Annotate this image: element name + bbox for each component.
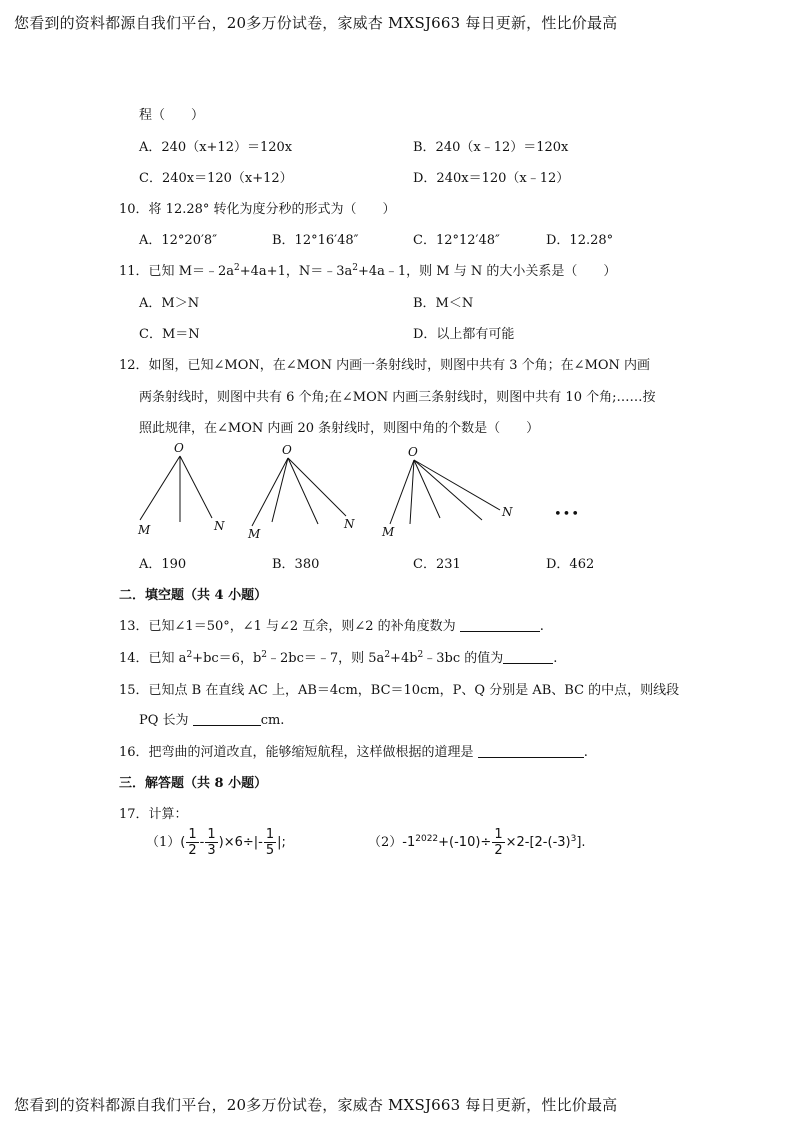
- q17-label: 17．计算：: [119, 807, 188, 822]
- q9-option-c: C．240x＝120（x+12）: [139, 171, 293, 186]
- q11-option-b: B．M＜N: [413, 296, 474, 311]
- fig1-label-m: M: [138, 523, 151, 537]
- fig3-label-o: O: [408, 445, 418, 459]
- figure-two-rays: [247, 443, 355, 541]
- q17-part-2: $(2)-1^{2022}+(-10)\div$ $\frac{1}{2}$ $\times 2-[2-(-3)^3]$.: [368, 827, 586, 858]
- fraction-one-half-b: $\frac{1}{2}$: [494, 827, 503, 858]
- fig3-label-n: N: [502, 505, 513, 519]
- section-3-title: 三．解答题（共 8 小题）: [119, 776, 268, 791]
- q17-part-1: （1）( $\frac{1}{2}$ - $\frac{1}{3}$ )×6÷|- $\frac{1}{5}$ |;: [146, 827, 286, 858]
- q12-option-d: D．462: [546, 557, 595, 572]
- q11-option-c: C．M＝N: [139, 327, 200, 342]
- q13-answer-blank[interactable]: [460, 619, 540, 632]
- q12-line-2: 两条射线时，则图中共有 6 个角;在∠MON 内画三条射线时，则图中共有 10 个角;……按: [139, 390, 656, 405]
- q9-option-b: B．240（x﹣12）＝120x: [413, 140, 569, 155]
- fig1-label-o: O: [174, 441, 184, 455]
- q10-stem: 10．将 12.28° 转化为度分秒的形式为（ ）: [119, 202, 396, 217]
- q15-line-2: PQ 长为 cm.: [139, 713, 285, 728]
- q11-option-d: D．以上都有可能: [413, 327, 515, 342]
- q10-option-c: C．12°12′48″: [413, 233, 500, 248]
- top-banner: 您看到的资料都源自我们平台，20多万份试卷，家威杏 MXSJ663 每日更新，性比价最高: [14, 14, 618, 32]
- q16: 16．把弯曲的河道改直，能够缩短航程，这样做根据的道理是 .: [119, 745, 588, 760]
- fig1-label-n: N: [214, 519, 225, 533]
- q13: 13．已知∠1＝50°，∠1 与∠2 互余，则∠2 的补角度数为 .: [119, 619, 544, 634]
- q10-option-b: B．12°16′48″: [272, 233, 359, 248]
- fig2-label-n: N: [344, 517, 355, 531]
- q10-option-d: D．12.28°: [546, 233, 614, 248]
- q15-line-1: 15．已知点 B 在直线 AC 上，AB＝4cm，BC＝10cm，P、Q 分别是 AB、BC 的中点，则线段: [119, 683, 680, 698]
- fraction-one-fifth: $\frac{1}{5}$: [265, 827, 275, 858]
- fig2-label-m: M: [248, 527, 261, 541]
- figure-three-rays: [381, 445, 513, 539]
- q9-option-a: A．240（x+12）＝120x: [139, 140, 293, 155]
- q15-answer-blank[interactable]: [193, 713, 261, 726]
- fig3-label-m: M: [382, 525, 395, 539]
- figure-ellipsis: •••: [554, 507, 581, 522]
- bottom-banner: 您看到的资料都源自我们平台，20多万份试卷，家威杏 MXSJ663 每日更新，性比价最高: [14, 1096, 618, 1114]
- q14: 14．已知 $a^2+bc=6$，$b^2﹣2bc=﹣7$，则 $5a^2+4b^2﹣3bc$ 的值为 .: [119, 650, 558, 666]
- q14-answer-blank[interactable]: [503, 651, 553, 664]
- q9-stem-tail: 程（ ）: [139, 108, 205, 123]
- figure-one-ray: [137, 441, 225, 537]
- fraction-one-third: $\frac{1}{3}$: [207, 827, 216, 858]
- q12-option-c: C．231: [413, 557, 461, 572]
- q12-line-1: 12．如图，已知∠MON，在∠MON 内画一条射线时，则图中共有 3 个角；在∠MON 内画: [119, 358, 651, 373]
- q12-figures: [120, 438, 600, 543]
- q11-stem: 11．已知 $M=﹣2a^2+4a+1$，$N=﹣3a^2+4a﹣1$，则 M 与 N 的大小关系是（ ）: [119, 263, 617, 279]
- q16-answer-blank[interactable]: [478, 745, 584, 758]
- fraction-one-half: $\frac{1}{2}$: [188, 827, 197, 858]
- q12-line-3: 照此规律，在∠MON 内画 20 条射线时，则图中角的个数是（ ）: [139, 421, 540, 436]
- q9-option-d: D．240x＝120（x﹣12）: [413, 171, 570, 186]
- q11-option-a: A．M＞N: [139, 296, 200, 311]
- fig2-label-o: O: [282, 443, 292, 457]
- q12-option-a: A．190: [139, 557, 187, 572]
- section-2-title: 二．填空题（共 4 小题）: [119, 588, 268, 603]
- q10-option-a: A．12°20′8″: [139, 233, 218, 248]
- q12-option-b: B．380: [272, 557, 320, 572]
